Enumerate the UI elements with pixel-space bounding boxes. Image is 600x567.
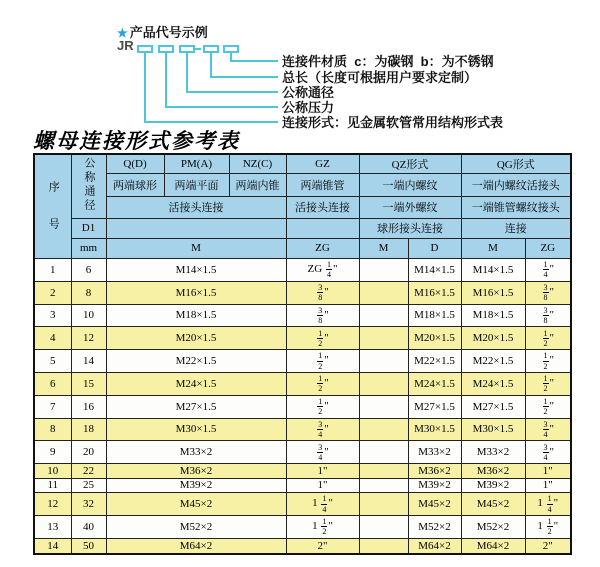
cell-qg-m: M22×1.5	[461, 350, 525, 373]
header-qz-unit-d: D	[408, 238, 461, 258]
cell-dn: 20	[71, 441, 106, 464]
header-qz-desc2: 一端外螺纹	[359, 196, 461, 218]
cell-qz-m	[359, 538, 408, 553]
cell-dn: 14	[71, 350, 106, 373]
cell-m: M20×1.5	[106, 327, 286, 350]
cell-seq: 11	[34, 478, 71, 493]
header-q-desc: 两端球形	[106, 173, 164, 196]
table-row	[34, 327, 571, 350]
table-title: 螺母连接形式参考表	[33, 129, 240, 153]
cell-qg-zg: $\frac{3}{4}$"	[525, 441, 571, 464]
header-unit-zg: ZG	[286, 238, 359, 258]
cell-qz-d: M45×2	[408, 493, 461, 516]
cell-qz-d: M64×2	[408, 538, 461, 553]
cell-qg-zg: $\frac{1}{4}$"	[525, 259, 571, 282]
header-union-conn: 活接头连接	[106, 196, 286, 218]
cell-seq: 8	[34, 418, 71, 441]
cell-qz-m	[359, 464, 408, 479]
cell-gz: 1 $\frac{1}{2}$"	[286, 516, 359, 539]
cell-seq: 1	[34, 259, 71, 282]
cell-dn: 15	[71, 372, 106, 395]
cell-gz: $\frac{3}{8}$"	[286, 304, 359, 327]
cell-qg-zg: 1 $\frac{1}{4}$"	[525, 493, 571, 516]
cell-seq: 5	[34, 350, 71, 373]
star-icon: ★	[117, 26, 128, 40]
cell-seq: 10	[34, 464, 71, 479]
cell-qg-zg: $\frac{1}{2}$"	[525, 372, 571, 395]
header-qz-conn: 球形接头连接	[359, 218, 461, 238]
cell-m: M39×2	[106, 478, 286, 493]
cell-qz-m	[359, 350, 408, 373]
cell-dn: 10	[71, 304, 106, 327]
cell-qg-zg: 1"	[525, 478, 571, 493]
table-row	[34, 493, 571, 516]
cell-qz-m	[359, 395, 408, 418]
cell-qz-d: M36×2	[408, 464, 461, 479]
code-label-length: 总长（长度可根据用户要求定制）	[282, 70, 478, 85]
table-header	[34, 154, 571, 259]
cell-dn: 25	[71, 478, 106, 493]
cell-qg-m: M36×2	[461, 464, 525, 479]
cell-gz: $\frac{3}{4}$"	[286, 441, 359, 464]
cell-qz-m	[359, 281, 408, 304]
cell-qg-zg: $\frac{1}{2}$"	[525, 327, 571, 350]
cell-seq: 12	[34, 493, 71, 516]
cell-m: M30×1.5	[106, 418, 286, 441]
header-qz-unit-m: M	[359, 238, 408, 258]
cell-gz: 2"	[286, 538, 359, 553]
cell-qz-m	[359, 478, 408, 493]
nut-connection-table	[33, 153, 572, 555]
table-row	[34, 441, 571, 464]
cell-qz-d: M20×1.5	[408, 327, 461, 350]
code-line-1	[231, 53, 278, 61]
cell-dn: 8	[71, 281, 106, 304]
cell-qz-d: M30×1.5	[408, 418, 461, 441]
cell-gz: $\frac{1}{2}$"	[286, 350, 359, 373]
header-seq: 序号	[34, 154, 71, 259]
header-pm-desc: 两端平面	[164, 173, 229, 196]
code-label-connection: 连接形式：见金属软管常用结构形式表	[282, 115, 504, 130]
cell-dn: 6	[71, 259, 106, 282]
table-row	[34, 259, 571, 282]
cell-gz: 1"	[286, 464, 359, 479]
cell-m: M22×1.5	[106, 350, 286, 373]
cell-qg-m: M14×1.5	[461, 259, 525, 282]
cell-dn: 22	[71, 464, 106, 479]
cell-qg-zg: $\frac{3}{8}$"	[525, 304, 571, 327]
cell-seq: 13	[34, 516, 71, 539]
cell-qz-d: M33×2	[408, 441, 461, 464]
cell-qg-m: M39×2	[461, 478, 525, 493]
table-body	[34, 259, 571, 554]
cell-gz: $\frac{3}{8}$"	[286, 281, 359, 304]
diagram-title-text: 产品代号示例	[129, 25, 208, 40]
cell-m: M64×2	[106, 538, 286, 553]
header-gz-desc: 两端锥管	[286, 173, 359, 196]
code-label-pressure: 公称压力	[282, 100, 335, 115]
table-row	[34, 372, 571, 395]
header-blank-gz	[286, 218, 359, 238]
cell-qz-m	[359, 516, 408, 539]
cell-m: M36×2	[106, 464, 286, 479]
cell-seq: 6	[34, 372, 71, 395]
cell-qz-m	[359, 372, 408, 395]
table-row	[34, 350, 571, 373]
header-qg-unit-zg: ZG	[525, 238, 571, 258]
code-line-3	[187, 53, 278, 92]
header-unit-m: M	[106, 238, 286, 258]
cell-seq: 4	[34, 327, 71, 350]
cell-qg-zg: 1"	[525, 464, 571, 479]
header-gz-conn: 活接头连接	[286, 196, 359, 218]
cell-qz-d: M39×2	[408, 478, 461, 493]
code-label-material: 连接件材质 c：为碳钢 b：为不锈钢	[282, 54, 494, 69]
cell-qz-d: M16×1.5	[408, 281, 461, 304]
header-col-qz: QZ形式	[359, 154, 461, 173]
cell-qz-m	[359, 418, 408, 441]
cell-qz-m	[359, 327, 408, 350]
cell-m: M14×1.5	[106, 259, 286, 282]
cell-qg-zg: $\frac{3}{4}$"	[525, 418, 571, 441]
cell-qg-m: M30×1.5	[461, 418, 525, 441]
cell-qz-d: M27×1.5	[408, 395, 461, 418]
header-col-pm: PM(A)	[164, 154, 229, 173]
cell-m: M27×1.5	[106, 395, 286, 418]
header-blank-left	[106, 218, 286, 238]
cell-qz-m	[359, 304, 408, 327]
cell-qz-d: M22×1.5	[408, 350, 461, 373]
header-nz-desc: 两端内锥	[229, 173, 286, 196]
table-row	[34, 478, 571, 493]
header-col-qg: QG形式	[461, 154, 571, 173]
header-col-gz: GZ	[286, 154, 359, 173]
table-row	[34, 538, 571, 553]
cell-m: M24×1.5	[106, 372, 286, 395]
cell-qz-d: M24×1.5	[408, 372, 461, 395]
cell-qg-zg: 2"	[525, 538, 571, 553]
cell-qg-m: M27×1.5	[461, 395, 525, 418]
cell-qg-zg: $\frac{1}{2}$"	[525, 350, 571, 373]
cell-qz-d: M52×2	[408, 516, 461, 539]
header-qg-unit-m: M	[461, 238, 525, 258]
code-line-2	[211, 53, 278, 77]
cell-qz-d: M18×1.5	[408, 304, 461, 327]
header-d1: D1	[71, 218, 106, 238]
code-prefix: JR	[117, 38, 134, 53]
cell-seq: 2	[34, 281, 71, 304]
cell-qz-m	[359, 259, 408, 282]
table-row	[34, 418, 571, 441]
header-qz-desc1: 一端内螺纹	[359, 173, 461, 196]
header-qg-desc1: 一端内螺纹活接头	[461, 173, 571, 196]
cell-qg-m: M64×2	[461, 538, 525, 553]
cell-seq: 14	[34, 538, 71, 553]
table-row	[34, 281, 571, 304]
cell-gz: 1 $\frac{1}{4}$"	[286, 493, 359, 516]
cell-m: M18×1.5	[106, 304, 286, 327]
cell-m: M33×2	[106, 441, 286, 464]
cell-gz: $\frac{1}{2}$"	[286, 372, 359, 395]
cell-dn: 32	[71, 493, 106, 516]
cell-m: M52×2	[106, 516, 286, 539]
cell-qg-m: M16×1.5	[461, 281, 525, 304]
table-row	[34, 304, 571, 327]
cell-seq: 7	[34, 395, 71, 418]
cell-qg-m: M45×2	[461, 493, 525, 516]
cell-qg-m: M18×1.5	[461, 304, 525, 327]
cell-qg-zg: $\frac{3}{8}$"	[525, 281, 571, 304]
cell-dn: 40	[71, 516, 106, 539]
table-row	[34, 395, 571, 418]
cell-qg-zg: $\frac{1}{2}$"	[525, 395, 571, 418]
cell-qz-d: M14×1.5	[408, 259, 461, 282]
table-row	[34, 516, 571, 539]
cell-qg-m: M24×1.5	[461, 372, 525, 395]
cell-dn: 18	[71, 418, 106, 441]
cell-dn: 50	[71, 538, 106, 553]
cell-gz: ZG $\frac{1}{4}$"	[286, 259, 359, 282]
cell-dn: 16	[71, 395, 106, 418]
header-dn: 公称通径	[71, 154, 106, 218]
cell-m: M16×1.5	[106, 281, 286, 304]
cell-dn: 12	[71, 327, 106, 350]
cell-seq: 9	[34, 441, 71, 464]
header-col-q: Q(D)	[106, 154, 164, 173]
cell-m: M45×2	[106, 493, 286, 516]
cell-qg-zg: 1 $\frac{1}{2}$"	[525, 516, 571, 539]
cell-gz: 1"	[286, 478, 359, 493]
cell-qg-m: M52×2	[461, 516, 525, 539]
header-qg-desc2: 一端锥管螺纹接头	[461, 196, 571, 218]
table-row	[34, 464, 571, 479]
cell-qz-m	[359, 493, 408, 516]
cell-gz: $\frac{1}{2}$"	[286, 327, 359, 350]
cell-qg-m: M33×2	[461, 441, 525, 464]
cell-qg-m: M20×1.5	[461, 327, 525, 350]
code-label-diameter: 公称通径	[282, 85, 335, 100]
header-unit-mm: mm	[71, 238, 106, 258]
header-col-nz: NZ(C)	[229, 154, 286, 173]
header-qg-conn: 连接	[461, 218, 571, 238]
cell-gz: $\frac{3}{4}$"	[286, 418, 359, 441]
cell-seq: 3	[34, 304, 71, 327]
cell-qz-m	[359, 441, 408, 464]
cell-gz: $\frac{1}{2}$"	[286, 395, 359, 418]
